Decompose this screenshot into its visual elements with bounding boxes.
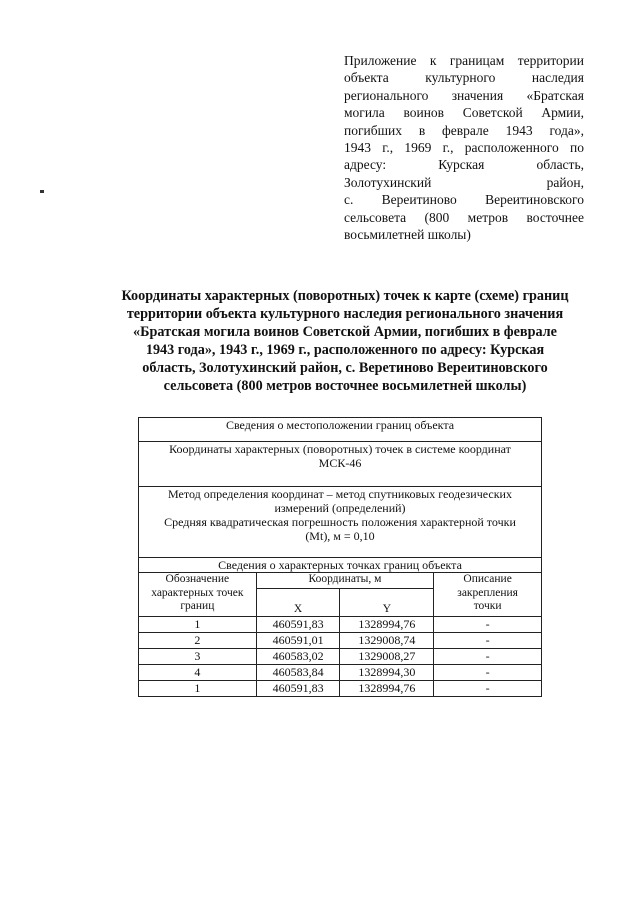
- title-line: 1943 года», 1943 г., 1969 г., расположенного по адресу: Курская: [145, 342, 545, 358]
- annex-line: 1943 г., 1969 г., расположенного по: [344, 140, 584, 156]
- point-cell: 1: [139, 617, 257, 633]
- designation-header-line: характерных точек: [151, 586, 244, 599]
- designation-header: [139, 573, 257, 617]
- title-line: сельсовета (800 метров восточнее восьмилетней школы): [163, 378, 527, 394]
- table-row: [139, 649, 542, 665]
- method-cell: [139, 487, 542, 558]
- x-cell: 460591,01: [256, 633, 340, 649]
- fixing-cell: -: [434, 681, 542, 697]
- annex-line: регионального значения «Братская: [344, 87, 584, 103]
- annex-line: погибших в феврале 1943 года»,: [344, 122, 584, 138]
- annex-line: Золотухинский район,: [344, 174, 584, 190]
- point-cell: 3: [139, 649, 257, 665]
- fixing-cell: -: [434, 665, 542, 681]
- y-cell: 1329008,27: [340, 649, 434, 665]
- coord-system-cell: [139, 442, 542, 487]
- point-cell: 1: [139, 681, 257, 697]
- annex-line: сельсовета (800 метров восточнее: [344, 209, 584, 225]
- designation-header-line: границ: [180, 600, 215, 612]
- title-line: Координаты характерных (поворотных) точек к карте (схеме) границ: [121, 288, 569, 304]
- annex-line: с. Вереитиново Вереитиновского: [344, 192, 584, 208]
- annex-line: адресу: Курская область,: [344, 157, 584, 173]
- fixing-header-line: Описание: [463, 573, 512, 585]
- method-line: измерений (определений): [274, 501, 406, 515]
- x-cell: 460591,83: [256, 617, 340, 633]
- x-header: X: [256, 589, 340, 617]
- annex-line: Приложение к границам территории: [344, 53, 584, 68]
- y-cell: 1328994,76: [340, 617, 434, 633]
- point-cell: 4: [139, 665, 257, 681]
- y-header: Y: [340, 589, 434, 617]
- document-title: [90, 287, 600, 395]
- designation-header-line: Обозначение: [165, 573, 230, 585]
- fixing-cell: -: [434, 633, 542, 649]
- y-cell: 1329008,74: [340, 633, 434, 649]
- points-title-cell: Сведения о характерных точках границ объекта: [139, 558, 542, 573]
- section-title-cell: Сведения о местоположении границ объекта: [139, 418, 542, 442]
- fixing-header-line: точки: [473, 600, 502, 612]
- table-row: [139, 633, 542, 649]
- title-line: территории объекта культурного наследия регионального значения: [126, 306, 564, 322]
- x-cell: 460583,02: [256, 649, 340, 665]
- annex-reference: [344, 52, 584, 243]
- table-row: [139, 665, 542, 681]
- coord-system-line: Координаты характерных (поворотных) точек в системе координат: [169, 442, 511, 456]
- point-cell: 2: [139, 633, 257, 649]
- coordinates-header: Координаты, м: [256, 573, 434, 589]
- method-line: Средняя квадратическая погрешность положения характерной точки: [164, 515, 516, 529]
- table-row: [139, 681, 542, 697]
- fixing-cell: -: [434, 649, 542, 665]
- fixing-header: [434, 573, 542, 617]
- table-row: [139, 617, 542, 633]
- y-cell: 1328994,30: [340, 665, 434, 681]
- y-cell: 1328994,76: [340, 681, 434, 697]
- annex-line: объекта культурного наследия: [344, 70, 584, 86]
- fixing-header-line: закрепления: [457, 586, 518, 599]
- scan-speck: [40, 190, 44, 193]
- x-cell: 460583,84: [256, 665, 340, 681]
- method-line: Метод определения координат – метод спутниковых геодезических: [168, 487, 512, 501]
- title-line: «Братская могила воинов Советской Армии, погибших в феврале: [133, 324, 557, 340]
- fixing-cell: -: [434, 617, 542, 633]
- annex-line: могила воинов Советской Армии,: [344, 105, 584, 121]
- coordinates-table: [138, 417, 542, 697]
- annex-line: восьмилетней школы): [344, 227, 471, 243]
- method-line: (Mt), м = 0,10: [305, 529, 375, 543]
- title-line: область, Золотухинский район, с. Веретиново Вереитиновского: [142, 360, 548, 376]
- x-cell: 460591,83: [256, 681, 340, 697]
- coord-system-line: МСК-46: [318, 456, 362, 470]
